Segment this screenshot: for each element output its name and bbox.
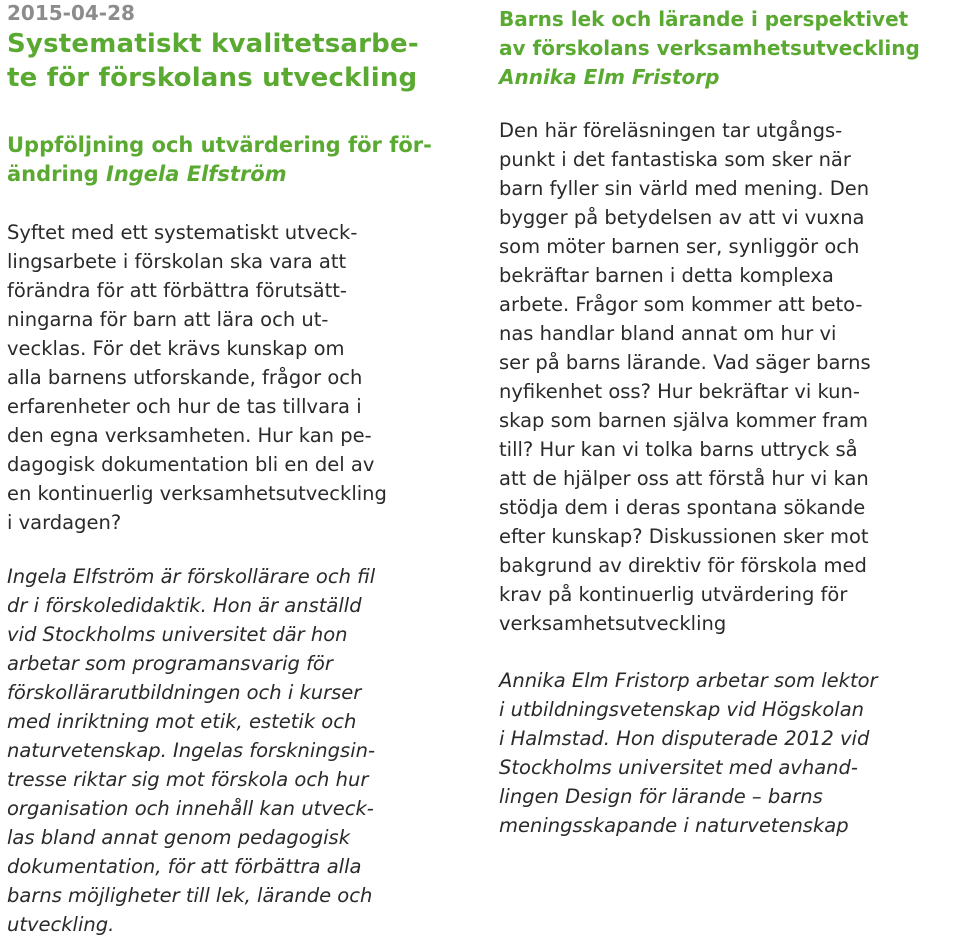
description-line: till? Hur kan vi tolka barns uttryck så (499, 438, 858, 461)
bio-line: meningsskapande i naturvetenskap (499, 814, 849, 837)
bio-line: organisation och innehåll kan utveck- (7, 797, 374, 820)
description-line: arbete. Frågor som kommer att beto- (499, 293, 863, 316)
bio-line: lingen Design för lärande – barns (499, 785, 823, 808)
description-line: alla barnens utforskande, frågor och (7, 366, 363, 389)
description-line: barn fyller sin värld med mening. Den (499, 177, 870, 200)
description-line: den egna verksamheten. Hur kan pe- (7, 424, 372, 447)
description-line: ser på barns lärande. Vad säger barns (499, 351, 871, 374)
speaker-name-right: Annika Elm Fristorp (499, 65, 720, 89)
bio-line: vid Stockholms universitet där hon (7, 623, 348, 646)
lecture-title-line: av förskolans verksamhetsutveckling (499, 36, 920, 60)
description-line: nas handlar bland annat om hur vi (499, 322, 837, 345)
description-line: en kontinuerlig verksamhetsutveckling (7, 482, 387, 505)
bio-line: utveckling. (7, 913, 115, 936)
lecture-description (7, 218, 469, 537)
bio-line: i utbildningsvetenskap vid Högskolan (499, 698, 865, 721)
description-line: att de hjälper oss att förstå hur vi kan (499, 467, 869, 490)
description-line: bekräftar barnen i detta komplexa (499, 264, 834, 287)
bio-line: las bland annat genom pedagogisk (7, 826, 350, 849)
bio-line: i Halmstad. Hon disputerade 2012 vid (499, 727, 870, 750)
event-date: 2015-04-28 (7, 1, 135, 25)
main-title-line: te för förskolans utveckling (7, 63, 418, 93)
speaker-bio-right (499, 666, 954, 840)
left-column (7, 0, 469, 939)
lecture-title (7, 131, 469, 189)
description-line: förändra för att förbättra förutsätt- (7, 279, 347, 302)
bio-line: tresse riktar sig mot förskola och hur (7, 768, 369, 791)
description-line: bygger på betydelsen av att vi vuxna (499, 206, 865, 229)
main-title-line: Systematiskt kvalitetsarbe- (7, 29, 419, 59)
bio-line: Ingela Elfström är förskollärare och fil (7, 565, 376, 588)
bio-line: barns möjligheter till lek, lärande och (7, 884, 373, 907)
description-line: Syftet med ett systematiskt utveck- (7, 221, 358, 244)
description-line: krav på kontinuerlig utvärdering för (499, 583, 848, 606)
speaker-name: Ingela Elfström (106, 162, 287, 186)
description-line: lingsarbete i förskolan ska vara att (7, 250, 347, 273)
description-line: i vardagen? (7, 511, 122, 534)
right-column (499, 0, 954, 840)
bio-line: Annika Elm Fristorp arbetar som lektor (499, 669, 878, 692)
bio-line: dr i förskoledidaktik. Hon är anställd (7, 594, 362, 617)
description-line: ningarna för barn att lära och ut- (7, 308, 329, 331)
bio-line: naturvetenskap. Ingelas forskningsin- (7, 739, 376, 762)
description-line: efter kunskap? Diskussionen sker mot (499, 525, 869, 548)
description-line: bakgrund av direktiv för förskola med (499, 554, 867, 577)
main-title (7, 27, 469, 95)
description-line: dagogisk dokumentation bli en del av (7, 453, 375, 476)
description-line: som möter barnen ser, synliggör och (499, 235, 860, 258)
description-line: vecklas. För det krävs kunskap om (7, 337, 345, 360)
description-line: punkt i det fantastiska som sker när (499, 148, 851, 171)
bio-line: förskollärarutbildningen och i kurser (7, 681, 362, 704)
bio-line: arbetar som programansvarig för (7, 652, 333, 675)
lecture-title-end: ändring (7, 162, 99, 186)
bio-line: Stockholms universitet med avhand- (499, 756, 858, 779)
description-line: stödja dem i deras spontana sökande (499, 496, 866, 519)
lecture-title-line: Barns lek och lärande i perspektivet (499, 7, 909, 31)
lecture-title-line: Uppföljning och utvärdering för för- (7, 133, 432, 157)
description-line: verksamhetsutveckling (499, 612, 727, 635)
description-line: Den här föreläsningen tar utgångs- (499, 119, 843, 142)
lecture-title-right (499, 5, 954, 63)
bio-line: dokumentation, för att förbättra alla (7, 855, 362, 878)
speaker-bio (7, 562, 469, 939)
bio-line: med inriktning mot etik, estetik och (7, 710, 357, 733)
description-line: nyfikenhet oss? Hur bekräftar vi kun- (499, 380, 860, 403)
lecture-description-right (499, 116, 954, 638)
description-line: skap som barnen själva kommer fram (499, 409, 869, 432)
description-line: erfarenheter och hur de tas tillvara i (7, 395, 362, 418)
lecture-title-line (7, 160, 469, 189)
